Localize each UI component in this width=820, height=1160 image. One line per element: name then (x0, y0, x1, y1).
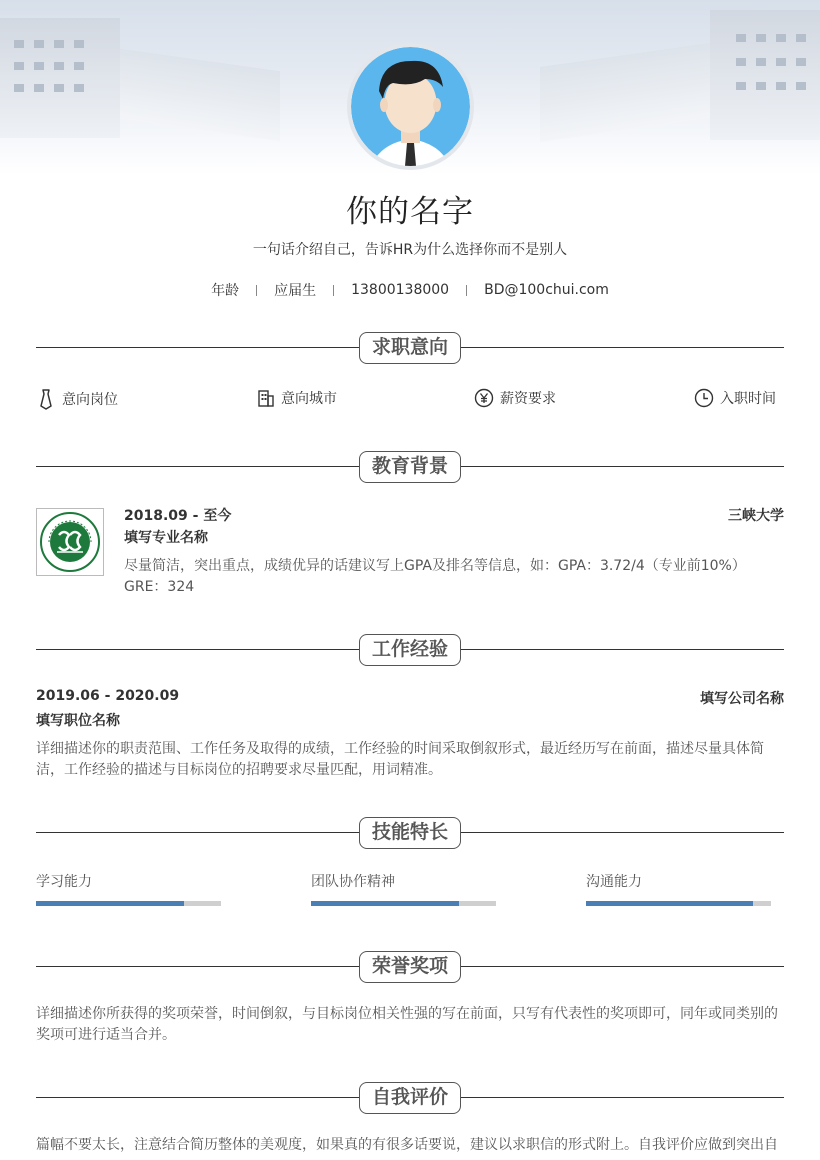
section-title: 教育背景 (359, 451, 461, 483)
major-name: 填写专业名称 (124, 530, 208, 546)
clock-icon (694, 388, 714, 408)
intent-position: 意向岗位 (36, 388, 118, 410)
tagline: 一句话介绍自己，告诉HR为什么选择你而不是别人 (252, 242, 568, 258)
building-right (710, 10, 820, 140)
work-description: 详细描述你的职责范围、工作任务及取得的成绩，工作经验的时间采取倒叙形式，最近经历写在前面，描述尽量具体简洁，工作经验的描述与目标岗位的招聘要求尽量匹配，用词精准。 (36, 741, 764, 778)
building-left (0, 18, 120, 138)
education-description: 尽量简洁，突出重点，成绩优异的话建议写上GPA及排名等信息，如：GPA：3.72/4（专业前10%） GRE：324 (124, 558, 746, 595)
honors-description: 详细描述你所获得的奖项荣誉，时间倒叙，与目标岗位相关性强的写在前面，只写有代表性的奖项即可，同年或同类别的奖项可进行适当合并。 (36, 1006, 778, 1043)
section-honors-heading (36, 951, 784, 983)
position-name: 填写职位名称 (36, 713, 120, 729)
education-period: 2018.09 - 至今 (124, 508, 232, 524)
section-self-heading (36, 1082, 784, 1114)
contact-bar (0, 280, 820, 300)
intent-salary: 薪资要求 (474, 388, 556, 408)
building-right-wing (540, 43, 710, 142)
section-work-heading (36, 634, 784, 666)
section-title: 求职意向 (359, 332, 461, 364)
intent-start-date: 入职时间 (694, 388, 776, 408)
building-icon (257, 388, 275, 408)
divider (256, 285, 257, 296)
section-title: 技能特长 (359, 817, 461, 849)
yen-icon (474, 388, 494, 408)
section-intent-heading (36, 332, 784, 364)
phone-field: 13800138000 (351, 282, 450, 298)
skill-name: 沟通能力 (586, 874, 642, 890)
self-evaluation-description: 篇幅不要太长，注意结合简历整体的美观度，如果真的有很多话要说，建议以求职信的形式附上。自我评价应做到突出自 (36, 1137, 778, 1153)
skill-name: 团队协作精神 (311, 874, 395, 890)
skill-bar (586, 901, 771, 906)
candidate-name: 你的名字 (346, 194, 474, 230)
section-title: 工作经验 (359, 634, 461, 666)
skill-bar (36, 901, 221, 906)
work-period: 2019.06 - 2020.09 (36, 688, 180, 704)
intent-city: 意向城市 (257, 388, 337, 408)
section-title: 自我评价 (359, 1082, 461, 1114)
divider (333, 285, 334, 296)
skill-name: 学习能力 (36, 874, 92, 890)
skill-bar (311, 901, 496, 906)
skill-bar-fill (586, 901, 753, 906)
section-skills-heading (36, 817, 784, 849)
age-field: 年龄 (211, 283, 240, 299)
avatar (347, 43, 474, 170)
school-emblem-icon (39, 511, 101, 573)
company-name: 填写公司名称 (700, 691, 784, 707)
school-name: 三峡大学 (728, 508, 784, 524)
section-title: 荣誉奖项 (359, 951, 461, 983)
skill-bar-fill (36, 901, 184, 906)
status-field: 应届生 (274, 283, 317, 299)
building-left-wing (120, 49, 280, 141)
section-education-heading (36, 451, 784, 483)
tie-icon (36, 388, 56, 410)
skill-bar-fill (311, 901, 459, 906)
divider (466, 285, 467, 296)
school-logo (36, 508, 104, 576)
email-field: BD@100chui.com (484, 282, 609, 298)
